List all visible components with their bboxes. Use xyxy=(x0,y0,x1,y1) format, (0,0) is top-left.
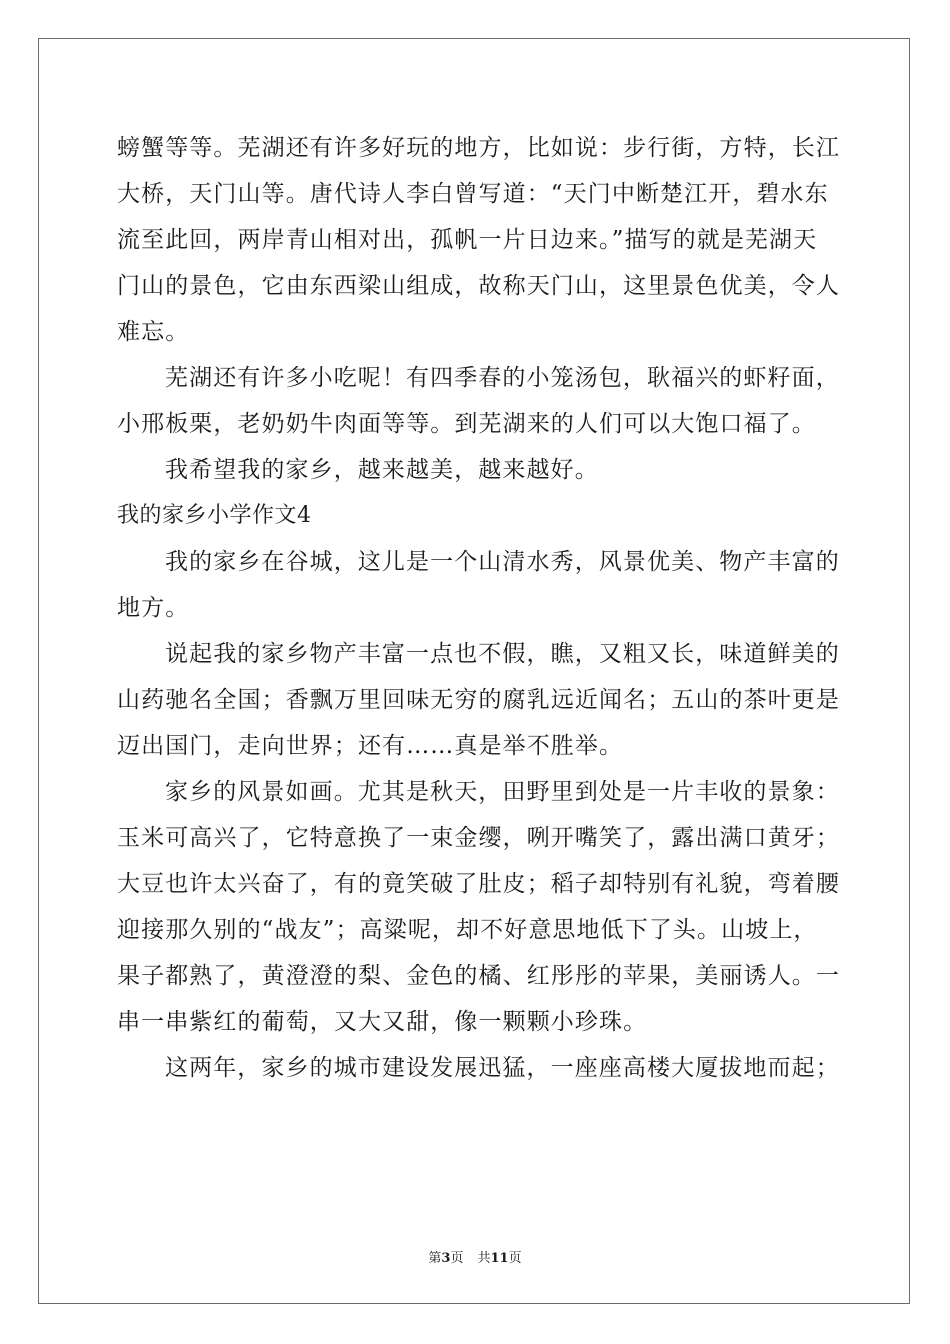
page-footer xyxy=(0,1247,950,1266)
text-line: 大豆也许太兴奋了，有的竟笑破了肚皮；稻子却特别有礼貌，弯着腰 xyxy=(117,871,840,897)
paragraph xyxy=(117,631,840,769)
paragraph xyxy=(117,447,833,493)
text-line: 这两年，家乡的城市建设发展迅猛，一座座高楼大厦拔地而起； xyxy=(165,1055,840,1081)
footer-page-suffix: 页 xyxy=(450,1251,464,1266)
text-line: 门山的景色，它由东西梁山组成，故称天门山，这里景色优美，令人 xyxy=(117,273,840,299)
text-line: 螃蟹等等。芜湖还有许多好玩的地方，比如说：步行街，方特，长江 xyxy=(117,135,840,161)
text-line: 流至此回，两岸青山相对出，孤帆一片日边来。”描写的就是芜湖天 xyxy=(117,227,818,253)
text-line: 果子都熟了，黄澄澄的梨、金色的橘、红彤彤的苹果，美丽诱人。一 xyxy=(117,963,840,989)
text-line: 山药驰名全国；香飘万里回味无穷的腐乳远近闻名；五山的茶叶更是 xyxy=(117,687,840,713)
text-line: 串一串紫红的葡萄，又大又甜，像一颗颗小珍珠。 xyxy=(117,1009,648,1035)
text-line: 说起我的家乡物产丰富一点也不假，瞧，又粗又长，味道鲜美的 xyxy=(165,641,840,667)
footer-total-number: 11 xyxy=(490,1251,509,1266)
paragraph xyxy=(117,769,840,1045)
paragraph xyxy=(117,355,840,447)
text-line: 我希望我的家乡，越来越美，越来越好。 xyxy=(165,457,599,483)
footer-page-number: 3 xyxy=(441,1251,451,1266)
text-line: 玉米可高兴了，它特意换了一束金缨，咧开嘴笑了，露出满口黄牙； xyxy=(117,825,840,851)
document-body xyxy=(117,125,840,1091)
text-line: 迎接那久别的“战友”；高粱呢，却不好意思地低下了头。山坡上， xyxy=(117,917,818,943)
text-line: 地方。 xyxy=(117,595,190,621)
paragraph xyxy=(117,125,840,355)
paragraph xyxy=(117,1045,840,1091)
text-line: 我的家乡在谷城，这儿是一个山清水秀，风景优美、物产丰富的 xyxy=(165,549,840,575)
text-line: 家乡的风景如画。尤其是秋天，田野里到处是一片丰收的景象： xyxy=(165,779,840,805)
footer-total-prefix: 共 xyxy=(477,1251,491,1266)
text-line: 芜湖还有许多小吃呢！有四季春的小笼汤包，耿福兴的虾籽面， xyxy=(165,365,840,391)
footer-page-prefix: 第 xyxy=(428,1251,442,1266)
paragraph xyxy=(117,539,840,631)
section-heading: 我的家乡小学作文4 xyxy=(117,503,312,528)
text-line: 难忘。 xyxy=(117,319,190,345)
text-line: 迈出国门，走向世界；还有……真是举不胜举。 xyxy=(117,733,624,759)
text-line: 大桥，天门山等。唐代诗人李白曾写道：“天门中断楚江开，碧水东 xyxy=(117,181,829,207)
text-line: 小邢板栗，老奶奶牛肉面等等。到芜湖来的人们可以大饱口福了。 xyxy=(117,411,816,437)
footer-total-suffix: 页 xyxy=(508,1251,522,1266)
